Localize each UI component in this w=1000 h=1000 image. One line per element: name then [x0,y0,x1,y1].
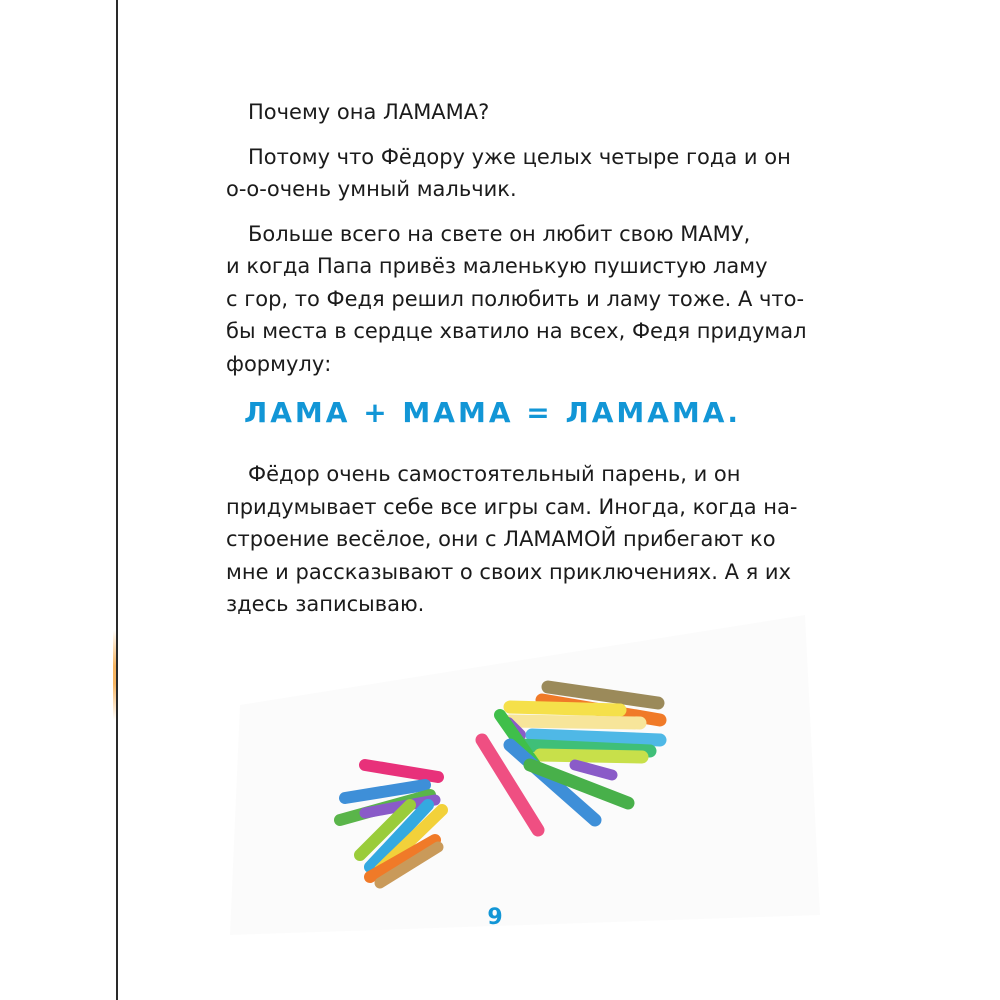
photo-background [230,615,820,935]
text-line: придумывает себе все игры сам. Иногда, когда на- [226,494,798,519]
text-line: формулу: [226,351,332,376]
body-text-top [226,96,807,392]
text-line: мне и рассказывают о своих приключениях. А я их [226,559,791,584]
chalk-yellow [510,707,620,710]
paragraph-4 [226,458,798,621]
paragraph-1 [226,96,786,129]
text-line: Почему она ЛАМАМА? [248,100,490,124]
chalk-cream [510,721,640,723]
body-text-bottom [226,458,798,633]
paragraph-2 [226,141,791,206]
text-line: о-о-очень умный мальчик. [226,177,517,201]
text-line: Больше всего на свете он любит свою МАМУ, [248,221,751,246]
spine-color-mark [113,630,116,720]
page-number: 9 [487,905,503,930]
text-line: и когда Папа привёз маленькую пушистую ламу [226,254,768,278]
text-line: здесь записываю. [226,592,425,616]
paragraph-3 [226,218,807,381]
text-line: строение весёлое, они с ЛАМАМОЙ прибегают ко [226,527,776,551]
book-spine [0,0,116,1000]
text-line: Фёдор очень самостоятельный парень, и он [248,462,741,486]
text-line: с гор, то Федя решил полюбить и ламу тоже. А что- [226,286,805,311]
text-line: Потому что Фёдору уже целых четыре года и он [248,144,791,169]
chalk-light-blue [532,735,660,740]
spine-edge-line [116,0,118,1000]
formula-heading: ЛАМА + МАМА = ЛАМАМА. [244,396,742,429]
chalk-lime [540,755,642,757]
chalk-pieces-illustration [220,615,820,935]
text-line: бы места в сердце хватило на всех, Федя придумал [226,319,807,343]
